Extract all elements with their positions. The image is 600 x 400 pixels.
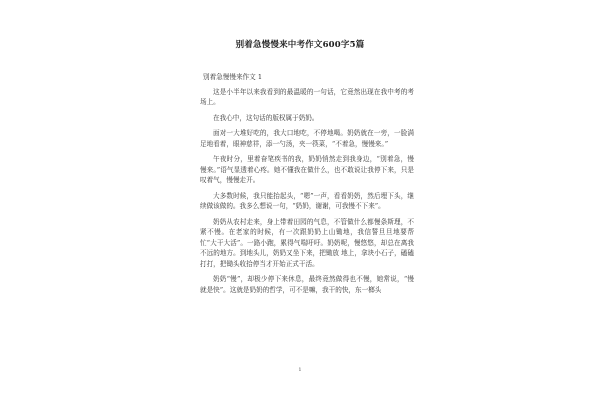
essay-heading: 别着急慢慢来作文 1 (203, 73, 263, 81)
paragraph: 午夜时分，里着奋笔疾书的我，奶奶悄然走到我身边，“别着急，慢慢来。”语气显透着心疼。她不懂我在做什么，也不敢说让我停下来，只是叹着气，慢慢走开。 (200, 155, 414, 184)
paragraph: 这是小半年以来我看到的最温暖的一句话，它竟然出现在我中考的考场上。 (200, 87, 414, 106)
document-title: 别着急慢慢来中考作文600字5篇 (235, 40, 365, 50)
paragraph: 在我心中，这句话的版权属于奶奶。 (213, 113, 319, 122)
paragraph: 面对一大堆好吃的，我大口地吃，不停地喝。奶奶就在一旁，一脸满足地看着，眼神慈祥，添一勺汤，夹一筷菜，“不着急，慢慢来。” (200, 129, 414, 148)
paragraph: 奶奶“慢”，却极少停下来休息，最终竟然做得也不慢，她常说，“慢就是快”。这就是奶奶的哲学，可不是嘛，我干的快，东一榔头 (200, 275, 414, 294)
document-body (200, 72, 414, 300)
paragraph: 大多数时候，我只能抬起头，“嗯”一声，看看奶奶，然后埋下头，继续做该做的。我多么想说一句，“奶奶，谢谢，可我慢不下来”。 (200, 191, 414, 210)
page-number: 1 (298, 367, 302, 373)
paragraph: 奶奶从农村走来，身上带着田园的气息，不管做什么都慢条斯理，不紧不慢。在老家的时候，有一次跟奶奶上山锄地，我信誓旦旦地要帮忙“大干大活”。一路小跑，累得气喘吁吁。奶奶呢，慢悠悠，却总在离我不远的地方。到地头儿，奶奶又坐下来，把锄放 地上，拿块小石子，磕磕打打，把锄头收拾停当才开始正式干活。 (200, 217, 414, 268)
